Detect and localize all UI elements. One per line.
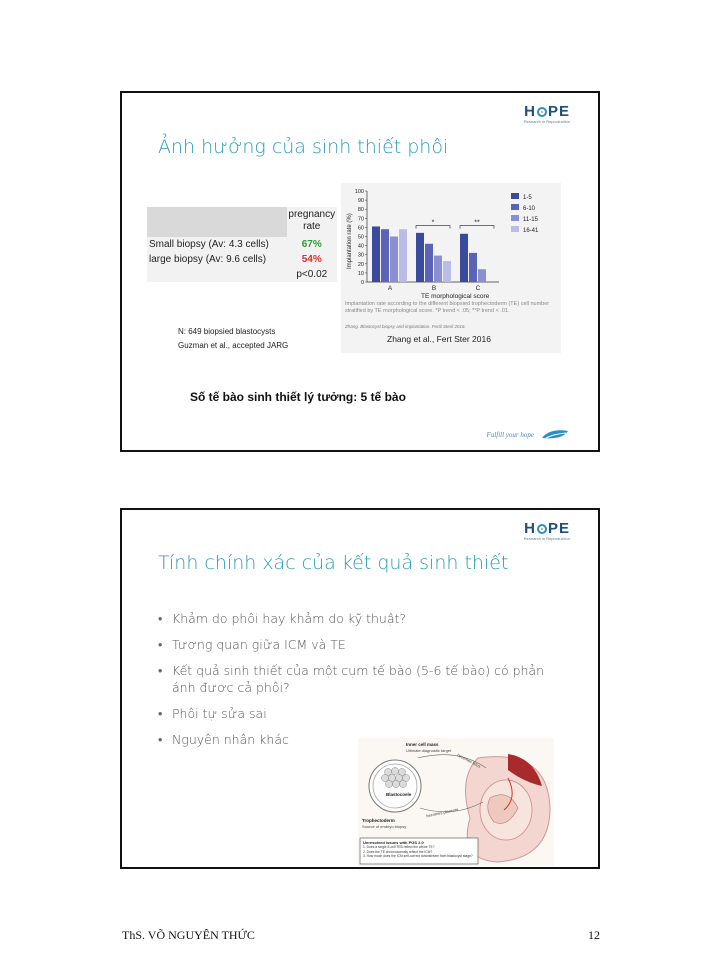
chart-y-tick-label: 0: [360, 280, 364, 286]
chart-bar: [372, 226, 380, 282]
chart-legend-swatch: [511, 204, 519, 210]
logo-o-icon: [537, 524, 547, 534]
tagline-text: Fulfill your hope: [486, 431, 534, 439]
chart-x-tick-label: C: [475, 285, 481, 292]
table-cell-value: 67%: [287, 237, 337, 252]
table-header-empty: [147, 207, 287, 237]
table-row: [147, 252, 337, 267]
chart-ylabel: Implantation rate (%): [347, 213, 353, 269]
chart-legend-label: 6-10: [523, 206, 536, 212]
trophectoderm-sublabel: Source of embryo biopsy: [362, 824, 407, 829]
chart-caption: Implantation rate according to the different biopsied trophectoderm (TE) cell number stratified by TE morphological score. *P trend < .05; **P trend < .01.: [345, 301, 550, 314]
list-item: • Nguyên nhân khác: [158, 731, 558, 748]
table-cell-label: large biopsy (Av: 9.6 cells): [147, 252, 287, 267]
chart-legend-swatch: [511, 226, 519, 232]
chart-bar: [416, 233, 424, 282]
fetus-label: becomes fetus: [456, 752, 482, 769]
chart-annotation: *: [431, 219, 435, 227]
table-row: [147, 237, 337, 252]
logo-letters-pe: PE: [547, 520, 570, 537]
pregnancy-rate-table: [147, 207, 337, 282]
chart-bar: [478, 269, 486, 282]
chart-y-tick-label: 20: [357, 261, 364, 268]
chart-y-tick-label: 80: [357, 207, 364, 214]
inner-cell-mass-sublabel: Ultimate diagnostic target: [406, 748, 452, 753]
list-item: • Khảm do phôi hay khảm do kỹ thuật?: [158, 610, 558, 627]
table-header-row: [147, 207, 337, 237]
sample-size-note: N: 649 biopsied blastocysts: [178, 327, 276, 336]
chart-y-tick-label: 40: [357, 243, 364, 250]
slide-title: Tính chính xác của kết quả sinh thiết: [158, 552, 509, 574]
chart-x-tick-label: B: [431, 285, 437, 292]
logo-letter-h: H: [524, 103, 536, 120]
unresolved-item: 2. Does the TE chromosomally reflect the ICM?: [363, 849, 433, 854]
logo-subtitle: Research in Reproduction: [523, 119, 570, 124]
chart-bar: [469, 253, 477, 282]
chart-bar: [434, 256, 442, 282]
hope-logo: [524, 520, 570, 541]
blastocyst-diagram: [358, 738, 554, 866]
leaf-icon: [540, 428, 570, 442]
chart-bar: [399, 229, 407, 282]
chart-source: Zhang. Blastocyst biopsy and implantation. Fertil Steril 2016.: [345, 324, 466, 329]
unresolved-title: Unresolved issues with PGS 2.0: [363, 840, 424, 845]
implantation-chart-panel: [341, 183, 561, 353]
list-item: • Kết quả sinh thiết của một cụm tế bào (5-6 tế bào) có phản ánh được cả phôi?: [158, 662, 558, 696]
chart-legend-swatch: [511, 193, 519, 199]
list-item: • Tương quan giữa ICM và TE: [158, 636, 558, 653]
author-footer: ThS. VÕ NGUYÊN THỨC: [122, 928, 255, 942]
chart-legend-label: 11-15: [523, 217, 538, 223]
chart-y-tick-label: 60: [357, 225, 364, 232]
table-cell-label: Small biopsy (Av: 4.3 cells): [147, 237, 287, 252]
table-row: [147, 267, 337, 282]
chart-y-tick-label: 10: [357, 270, 364, 277]
chart-bar: [425, 244, 433, 282]
chart-y-tick-label: 50: [357, 234, 364, 241]
logo-subtitle: Research in Reproduction: [523, 536, 570, 541]
chart-bar: [460, 234, 468, 282]
reference-note: Guzman et al., accepted JARG: [178, 341, 289, 350]
chart-x-tick-label: A: [387, 285, 393, 292]
chart-reference: Zhang et al., Fert Ster 2016: [387, 334, 491, 344]
trophectoderm-label: Trophectoderm: [362, 818, 395, 823]
chart-legend-label: 1-5: [523, 195, 532, 201]
footer-tagline: [487, 428, 570, 442]
chart-bar: [390, 237, 398, 283]
blastocoele-label: Blastocoele: [386, 792, 412, 797]
chart-xlabel: TE morphological score: [421, 293, 490, 300]
chart-y-tick-label: 90: [357, 198, 364, 205]
logo-letters-pe: PE: [547, 103, 570, 120]
slide-2: [120, 508, 600, 869]
chart-bar: [443, 261, 451, 282]
inner-cell-mass-label: Inner cell mass: [406, 742, 439, 747]
unresolved-issues-box: [363, 840, 477, 859]
slide-title: Ảnh hưởng của sinh thiết phôi: [158, 136, 449, 158]
bullet-list: [158, 610, 558, 757]
page-number: 12: [588, 928, 600, 942]
chart-annotation: **: [474, 219, 480, 227]
table-cell-value: p<0.02: [287, 267, 337, 282]
list-item: • Phôi tự sửa sai: [158, 705, 558, 722]
unresolved-item: 3. How much does the ICM self-correct downstream from blastocyst stage?: [363, 854, 473, 858]
table-header-cell: pregnancy rate: [287, 207, 337, 237]
unresolved-item: 1. Does a single 5-cell TEB reflect the whole TE?: [363, 845, 435, 849]
hope-logo: [524, 103, 570, 124]
conclusion-text: Số tế bào sinh thiết lý tưởng: 5 tế bào: [190, 390, 406, 404]
table-cell-label: [147, 267, 287, 282]
chart-legend-label: 16-41: [523, 228, 539, 234]
chart-y-tick-label: 100: [354, 189, 364, 195]
chart-legend-swatch: [511, 215, 519, 221]
slide-1: [120, 91, 600, 452]
table-cell-value: 54%: [287, 252, 337, 267]
chart-bar: [381, 229, 389, 282]
placenta-label: becomes placenta: [425, 806, 459, 819]
chart-y-tick-label: 30: [357, 252, 364, 259]
chart-y-tick-label: 70: [357, 216, 364, 223]
logo-o-icon: [537, 107, 547, 117]
logo-letter-h: H: [524, 520, 536, 537]
